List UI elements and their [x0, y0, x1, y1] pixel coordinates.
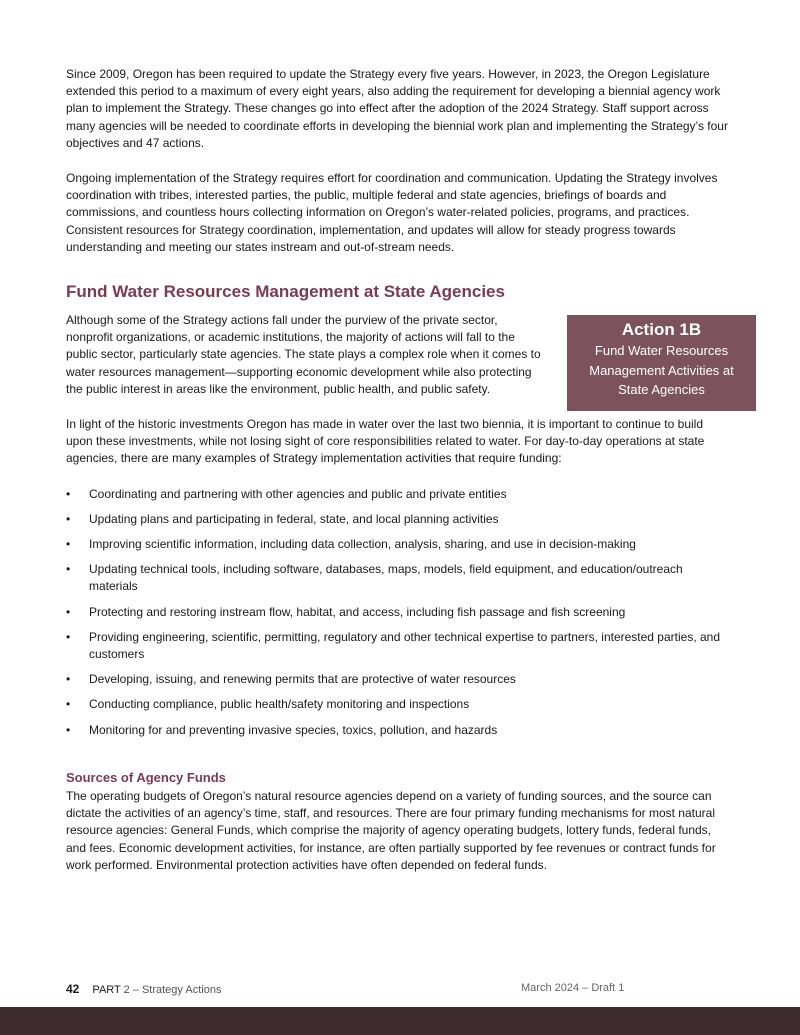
- list-item-text: Updating technical tools, including software, databases, maps, models, field equipment, and education/outreach materials: [89, 562, 683, 594]
- section-heading: Fund Water Resources Management at State Agencies: [66, 282, 505, 302]
- footer-part-text: 2 – Strategy Actions: [123, 984, 222, 996]
- list-item: [66, 671, 730, 688]
- list-item: [66, 511, 730, 528]
- bullet-icon: •: [66, 604, 71, 619]
- list-item: [66, 696, 730, 713]
- list-item-text: Developing, issuing, and renewing permits that are protective of water resources: [89, 672, 516, 687]
- subsection-heading: Sources of Agency Funds: [66, 769, 226, 785]
- body-paragraph: The operating budgets of Oregon’s natural resource agencies depend on a variety of funding sources, and the source can dictate the activities of an agency’s time, staff, and resources. There are four primary funding mechanisms for most natural resource agencies: General Funds, which comprise the majority of agency operating budgets, lottery funds, federal funds, and fees. Economic development activities, for instance, are often partially supported by fee revenues or contract funds for work performed. Environmental protection activities have often depended on federal funds.: [66, 788, 716, 872]
- bottom-band: [0, 1007, 800, 1035]
- list-item-text: Improving scientific information, including data collection, analysis, sharing, and use in decision-making: [89, 537, 636, 552]
- list-item: [66, 629, 730, 663]
- body-paragraph: In light of the historic investments Oregon has made in water over the last two biennia, it is important to continue to build upon these investments, while not losing sight of core responsibilities related to water. For day-to-day operations at state agencies, there are many examples of Strategy implementation activities that require funding:: [66, 417, 705, 466]
- list-item-text: Conducting compliance, public health/safety monitoring and inspections: [89, 697, 470, 712]
- list-item: [66, 604, 730, 621]
- bullet-icon: •: [66, 511, 71, 526]
- bullet-icon: •: [66, 486, 71, 501]
- bullet-icon: •: [66, 629, 71, 644]
- list-item: [66, 486, 730, 503]
- bullet-icon: •: [66, 562, 71, 577]
- footer-date: March 2024 – Draft 1: [521, 982, 625, 994]
- list-item: [66, 536, 730, 553]
- page-number: 42: [66, 982, 80, 996]
- footer-part-label: PART: [92, 984, 121, 996]
- action-title: Action 1B: [621, 320, 702, 340]
- bullet-icon: •: [66, 722, 71, 737]
- list-item: [66, 561, 730, 595]
- page-footer: [66, 982, 746, 996]
- bullet-icon: •: [66, 697, 71, 712]
- list-item-text: Protecting and restoring instream flow, habitat, and access, including fish passage and fish screening: [89, 604, 626, 619]
- list-item: [66, 722, 730, 739]
- bullet-icon: •: [66, 672, 71, 687]
- page-content: [66, 66, 734, 892]
- intro-paragraph: Although some of the Strategy actions fall under the purview of the private sector, nonprofit organizations, or academic institutions, the majority of actions will fall to the public sector, particularly state agencies. The state plays a complex role when it comes to water resources management—supporting economic development while also protecting the public interest in areas like the environment, public health, and public safety.: [66, 313, 541, 396]
- body-paragraph: Ongoing implementation of the Strategy requires effort for coordination and communication. Updating the Strategy involves coordination with tribes, interested parties, the public, multiple federal and state agencies, briefings of boards and commissions, and countless hours collecting information on Oregon’s water-related policies, programs, and practices. Consistent resources for Strategy coordination, implementation, and updates will allow for steady progress towards understanding and meeting our states instream and out-of-stream needs.: [66, 171, 718, 254]
- action-description: Fund Water Resources Management Activities at State Agencies: [589, 343, 734, 398]
- list-item-text: Updating plans and participating in federal, state, and local planning activities: [89, 511, 499, 526]
- body-paragraph: Since 2009, Oregon has been required to update the Strategy every five years. However, in 2023, the Oregon Legislature extended this period to a maximum of every eight years, also adding the requirement for developing a biennial agency work plan to implement the Strategy. These changes go into effect after the adoption of the 2024 Strategy. Staff support across many agencies will be needed to coordinate efforts in developing the biennial work plan and implementing the Strategy’s four objectives and 47 actions.: [66, 67, 728, 150]
- action-callout-box: [567, 315, 756, 411]
- bullet-icon: •: [66, 537, 71, 552]
- activities-list: [66, 486, 730, 739]
- section-intro: [66, 312, 734, 398]
- footer-part: [92, 984, 221, 996]
- list-item-text: Coordinating and partnering with other agencies and public and private entities: [89, 486, 507, 501]
- list-item-text: Providing engineering, scientific, permitting, regulatory and other technical expertise to partners, interested parties, and customers: [89, 629, 721, 662]
- list-item-text: Monitoring for and preventing invasive species, toxics, pollution, and hazards: [89, 722, 498, 737]
